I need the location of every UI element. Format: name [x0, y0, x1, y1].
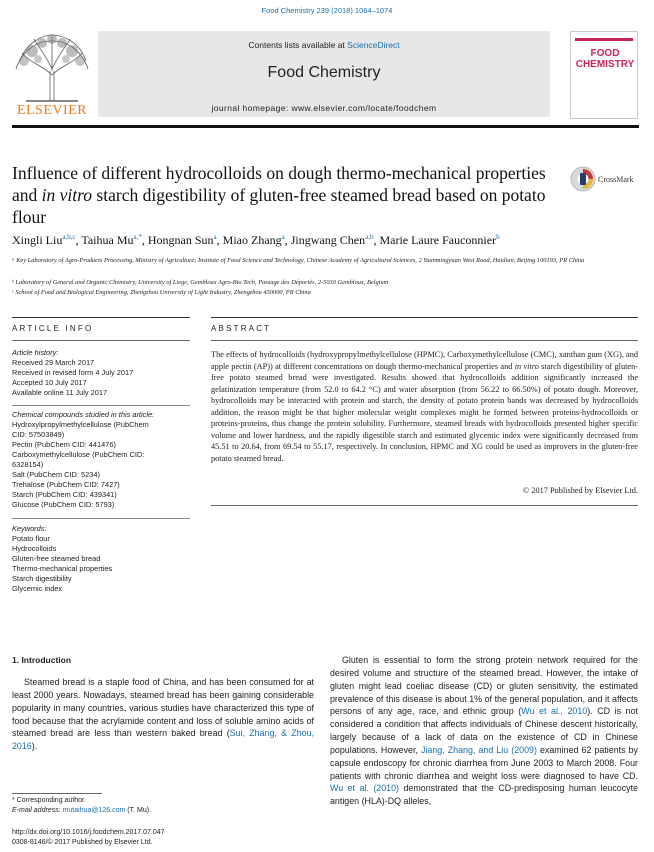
- keyword-entry: Gluten-free steamed bread: [12, 554, 101, 563]
- author-separator: ,: [373, 233, 380, 247]
- author-affiliation-marker[interactable]: b: [496, 233, 500, 241]
- article-info-rule: [12, 340, 190, 341]
- header-divider: [12, 125, 639, 128]
- intro-p2-c: examined 62 patients by capsule endoscopy for chronic diarrhea from June 2003 to March 2008. Four patients with chronic diarrhea and weight loss were diagnosed to have CD.: [330, 744, 638, 781]
- introduction-heading: 1. Introduction: [12, 655, 72, 665]
- keywords-label: Keywords:: [12, 524, 47, 533]
- intro-p1-text: Steamed bread is a staple food of China, and has been consumed for at least 2000 years. Nowadays, steamed bread has been gaining considerable popularity in many countries, various studies have characterized this type of food because that the acrylamide content and loss of soluble amino acids of steamed bread are less than western baked bread (: [12, 677, 314, 739]
- keywords: [12, 524, 190, 594]
- email-link[interactable]: mutaihua@126.com: [62, 807, 126, 814]
- compound-entry: CID: 57503849): [12, 430, 65, 439]
- intro-p1-end: ).: [31, 741, 38, 752]
- article-history: [12, 348, 190, 398]
- intro-p2-d: demonstrated that the CD-predisposing human leucocyte antigen (HLA)-DQ alleles,: [330, 783, 638, 807]
- author[interactable]: [291, 233, 374, 247]
- compound-entry: Salt (PubChem CID: 5234): [12, 470, 100, 479]
- crossmark-label: CrossMark: [598, 175, 634, 184]
- abstract-body: [211, 349, 638, 464]
- title-part-1: Influence of different hydrocolloids on dough thermo-mechanical properties and: [12, 163, 546, 205]
- author-name: Hongnan Sun: [147, 233, 214, 247]
- history-entry: Accepted 10 July 2017: [12, 378, 87, 387]
- abstract-italic: in vitro: [514, 361, 539, 371]
- keyword-entry: Starch digestibility: [12, 574, 72, 583]
- contents-prefix: Contents lists available at: [248, 40, 348, 50]
- email-suffix: (T. Mu).: [125, 807, 152, 814]
- email-note: [12, 806, 312, 816]
- doi-link[interactable]: http://dx.doi.org/10.1016/j.foodchem.2017.07.047: [12, 829, 165, 836]
- chemical-compounds: [12, 410, 190, 510]
- abstract-bottom-rule: [211, 505, 638, 506]
- homepage-link[interactable]: www.elsevier.com/locate/foodchem: [291, 103, 437, 113]
- intro-paragraph-1: [12, 676, 314, 753]
- author-affiliation-marker[interactable]: a: [213, 233, 217, 241]
- contents-line: [98, 40, 550, 50]
- intro-p2-b: ). CD is not considered a condition that affects individuals of Chinese descent historically, largely because of a lack of data on the existence of CD in Chinese populations. However,: [330, 706, 638, 755]
- issn-line: 0308-8146/© 2017 Published by Elsevier Ltd.: [12, 839, 153, 846]
- affiliation-a: ᵃ Key Laboratory of Agro-Products Processing, Ministry of Agriculture; Institute of Food Science and Technology, Chinese Academy of Agricultural Sciences, 2 Yuanmingyuan West Road, Haidian, Beijing 100193, PR China: [12, 257, 585, 264]
- compound-entry: Carboxymethylcellulose (PubChem CID:: [12, 450, 145, 459]
- citation-wu-2010[interactable]: Wu et al., 2010: [521, 706, 588, 717]
- history-divider: [12, 405, 190, 406]
- compound-entry: Pectin (PubChem CID: 441476): [12, 440, 116, 449]
- sciencedirect-link[interactable]: ScienceDirect: [347, 40, 400, 50]
- keyword-entry: Glycemic index: [12, 584, 63, 593]
- history-entry: Available online 11 July 2017: [12, 388, 108, 397]
- keyword-entry: Thermo-mechanical properties: [12, 564, 113, 573]
- compounds-label: Chemical compounds studied in this article:: [12, 410, 155, 419]
- journal-homepage: [98, 103, 550, 113]
- author[interactable]: [223, 233, 285, 247]
- compound-entry: 6328154): [12, 460, 44, 469]
- compound-entry: Hydroxylpropylmethylcellulose (PubChem: [12, 420, 149, 429]
- compound-entry: Starch (PubChem CID: 439341): [12, 490, 117, 499]
- footnote-rule: [12, 793, 102, 794]
- journal-reference[interactable]: Food Chemistry 239 (2018) 1064–1074: [261, 6, 393, 15]
- author-separator: ,: [75, 233, 82, 247]
- corresponding-author-note: * Corresponding author.: [12, 797, 86, 804]
- email-label: E-mail address:: [12, 807, 63, 814]
- intro-p2-a: Gluten is essential to form the strong protein network required for the desired volume and structure of the steamed bread. However, the intake of gluten might lead coeliac disease (CD) or gluten sensitivity, the estimated prevalence of this disease is about 1% of the general population, and it affects persons of any age, race, and ethnic group (: [330, 655, 638, 717]
- abstract-top-rule: [211, 317, 638, 318]
- author-separator: ,: [216, 233, 223, 247]
- author-name: Marie Laure Fauconnier: [379, 233, 497, 247]
- keyword-entry: Hydrocolloids: [12, 544, 57, 553]
- author-name: Miao Zhang: [222, 233, 282, 247]
- article-info-top-rule: [12, 317, 190, 318]
- history-entry: Received in revised form 4 July 2017: [12, 368, 134, 377]
- cover-title-line-1: FOOD: [590, 48, 620, 59]
- author[interactable]: [81, 233, 142, 247]
- author-affiliation-marker[interactable]: a: [281, 233, 285, 241]
- journal-cover-thumbnail: [570, 31, 638, 119]
- crossmark-icon: [570, 166, 596, 192]
- compound-entry: Glucose (PubChem CID: 5793): [12, 500, 115, 509]
- author-name: Jingwang Chen: [290, 233, 366, 247]
- affiliation-c: ᶜ School of Food and Biological Engineering, Zhengzhou University of Light Industry, Zhengzhou 450000, PR China: [12, 289, 311, 296]
- citation-sui-2016[interactable]: Sui, Zhang, & Zhou, 2016: [12, 728, 314, 752]
- author-name: Xingli Liu: [12, 233, 63, 247]
- abstract-rule: [211, 340, 638, 341]
- abstract-part-2: starch digestibility of gluten-free potato steamed bread were investigated. Results showed that hydrocolloids addition significantly increased the gelatinization temperature (from 52.0 to 64.2 °C) and water absorption (from 56.22 to 66.50%) of potato dough. Moreover, hydrocolloids may be interacted with protein and starch, the density of potato protein bands was decreased by hydrocolloids addition, the reason might be that higher molecular weight complexes might be formed between proteins-hydrocolloids or proteins-proteins, thus change the protein solubility. Furthermore, steamed breads with hydrocolloids presented higher specific volume and lower hardness, and the rapidly digestible starch and estimated glycemic index were significantly decreased from 45.51 to 20.64, from 69.54 to 55.17, respectively. In conclusion, HPMC and XG could be used as improvers in the gluten-free potato steamed bread.: [211, 361, 638, 463]
- author-name: Taihua Mu: [81, 233, 134, 247]
- article-info-heading: ARTICLE INFO: [12, 324, 94, 333]
- author[interactable]: [379, 233, 499, 247]
- compound-entry: Trehalose (PubChem CID: 7427): [12, 480, 120, 489]
- cover-title-line-2: CHEMISTRY: [575, 59, 635, 70]
- intro-paragraph-2: [330, 654, 638, 808]
- author-list: [12, 233, 639, 248]
- article-title: [12, 162, 557, 228]
- homepage-prefix: journal homepage:: [211, 103, 292, 113]
- author[interactable]: [12, 233, 76, 247]
- author-separator: ,: [141, 233, 148, 247]
- author-affiliation-marker[interactable]: a,*: [133, 233, 142, 241]
- cover-accent-bar: [575, 38, 633, 41]
- author-affiliation-marker[interactable]: a,b: [365, 233, 374, 241]
- title-italic: in vitro: [41, 185, 93, 205]
- title-part-2: starch digestibility of gluten-free steamed bread based on potato flour: [12, 185, 546, 227]
- author-separator: ,: [284, 233, 291, 247]
- citation-wu-2010b[interactable]: Wu et al. (2010): [330, 783, 400, 794]
- journal-name: Food Chemistry: [267, 64, 381, 81]
- citation-jiang-2009[interactable]: Jiang, Zhang, and Liu (2009): [421, 744, 537, 755]
- elsevier-wordmark: ELSEVIER: [16, 103, 88, 118]
- compounds-divider: [12, 518, 190, 519]
- abstract-part-1: The effects of hydrocolloids (hydroxypropylmethylcellulose (HPMC), Carboxymethylcellulose (CMC), xanthan gum (XG), and apple pectin (AP)) at different concentrations on dough thermo-mechanical properties and: [211, 350, 638, 371]
- history-label: Article history:: [12, 348, 59, 357]
- author-affiliation-marker[interactable]: a,b,c: [62, 233, 76, 241]
- keyword-entry: Potato flour: [12, 534, 50, 543]
- author[interactable]: [148, 233, 217, 247]
- abstract-heading: ABSTRACT: [211, 324, 272, 333]
- cover-title: [575, 48, 635, 70]
- affiliation-b: ᵇ Laboratory of General and Organic Chemistry, University of Liege, Gembloux Agro-Bio Tech, Passage des Déportés, 2-5030 Gembloux, Belgium: [12, 279, 389, 286]
- history-entry: Received 29 March 2017: [12, 358, 95, 367]
- abstract-copyright: © 2017 Published by Elsevier Ltd.: [522, 486, 638, 495]
